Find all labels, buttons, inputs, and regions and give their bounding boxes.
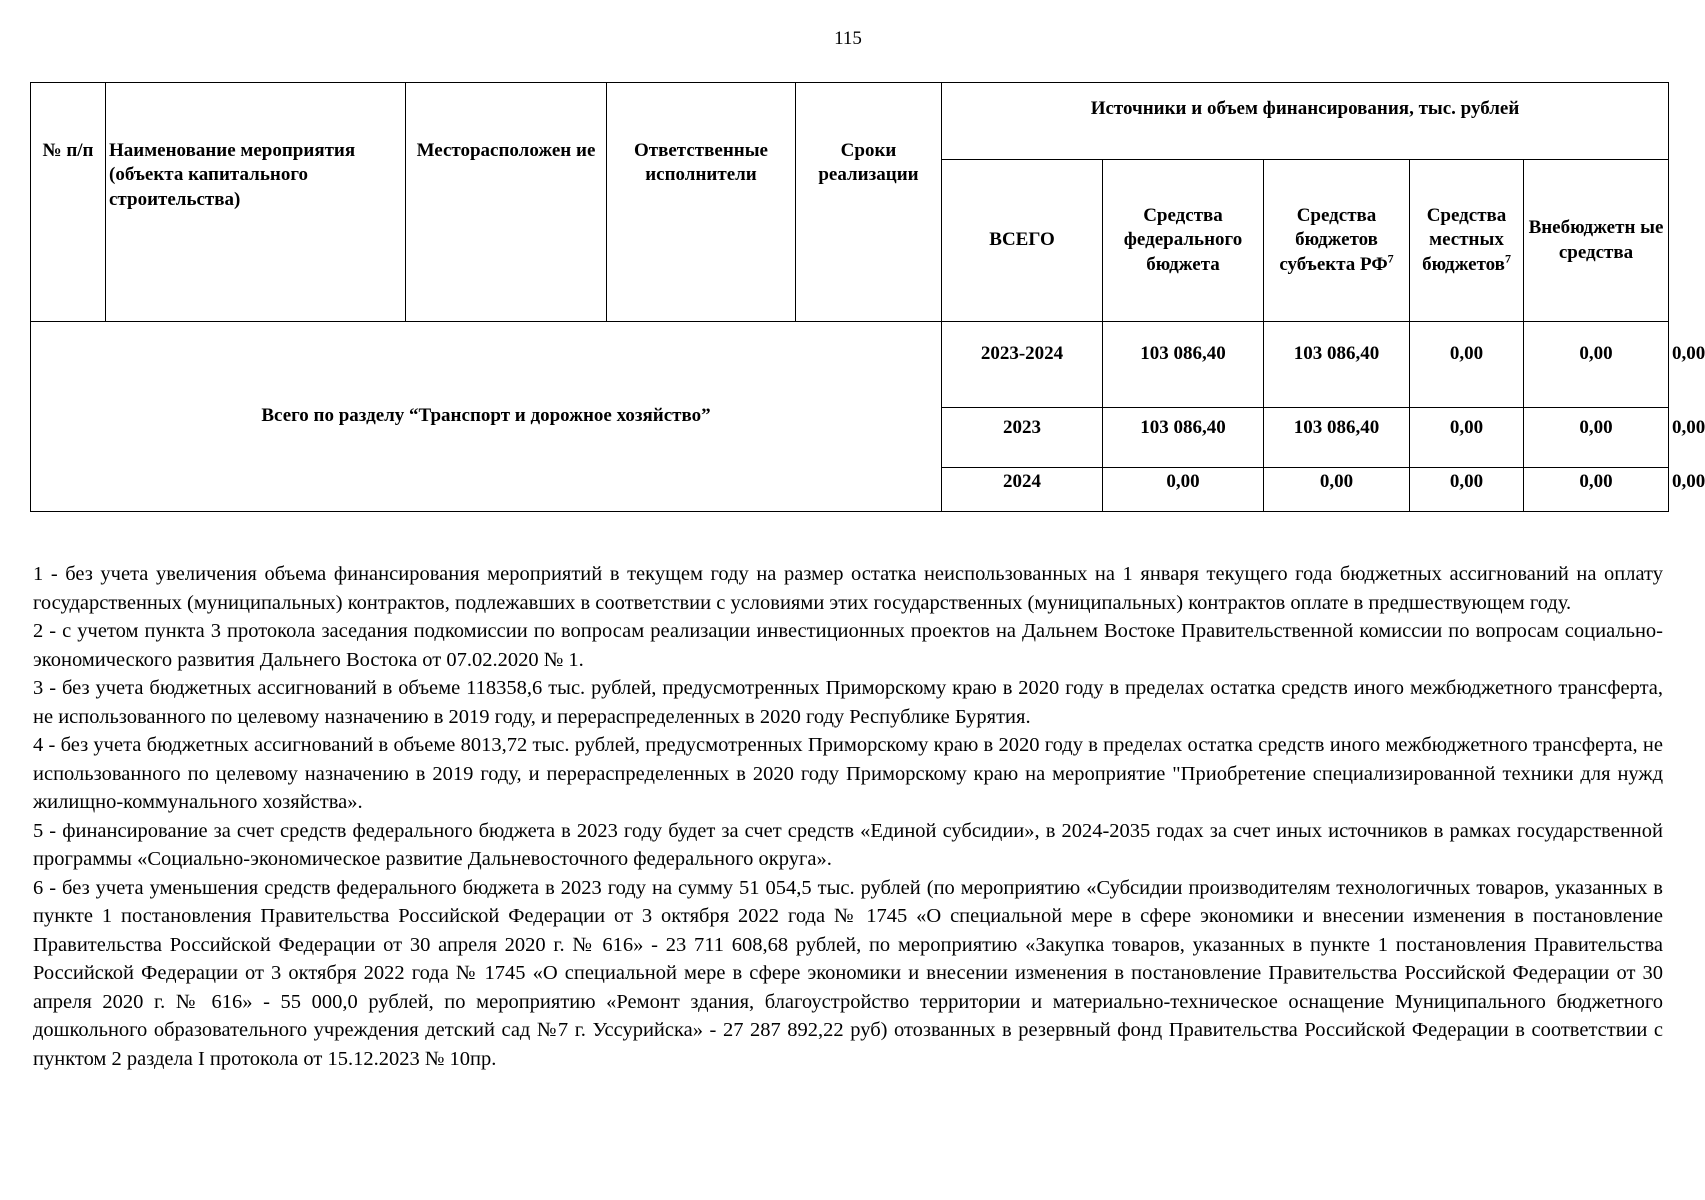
footnote-4: 4 - без учета бюджетных ассигнований в объеме 8013,72 тыс. рублей, предусмотренных Приморскому краю в 2020 году в пределах остатка средств иного межбюджетного трансферта, не использованного по целевому назначению в 2019 году, и перераспределенных в 2020 году Приморскому краю на мероприятие "Приобретение специализированной техники для нужд жилищно-коммунального хозяйства». [33, 734, 1663, 813]
local-cell: 0,00 [1524, 468, 1669, 512]
federal-cell: 0,00 [1264, 468, 1410, 512]
footnotes [33, 560, 1663, 1073]
col-header-total: ВСЕГО [942, 160, 1103, 322]
col-header-local-label: Средства местных бюджетов [1422, 205, 1507, 275]
subject-cell: 0,00 [1410, 468, 1524, 512]
table-row: 2024 0,00 0,00 0,00 0,00 0,00 [31, 468, 1669, 512]
col-header-sources: Источники и объем финансирования, тыс. рублей [942, 83, 1669, 160]
col-header-subject-label: Средства бюджетов субъекта РФ [1279, 205, 1388, 275]
total-cell: 0,00 [1103, 468, 1264, 512]
col-header-extra: Внебюджетн ые средства [1524, 160, 1669, 322]
period-cell: 2023-2024 [942, 322, 1103, 408]
col-header-terms: Сроки реализации [796, 83, 942, 322]
col-header-subject [1264, 160, 1410, 322]
financing-table [30, 82, 1705, 512]
subject-cell: 0,00 [1410, 408, 1524, 468]
table-row: Всего по разделу “Транспорт и дорожное хозяйство” 2023-2024 103 086,40 103 086,40 0,00 0,00 0,00 [31, 322, 1669, 408]
footnote-3: 3 - без учета бюджетных ассигнований в объеме 118358,6 тыс. рублей, предусмотренных Приморскому краю в 2020 году в пределах остатка средств иного межбюджетного трансферта, не использованного по целевому назначению в 2019 году, и перераспределенных в 2020 году Республике Бурятия. [33, 677, 1663, 728]
footnote-2: 2 - с учетом пункта 3 протокола заседания подкомиссии по вопросам реализации инвестиционных проектов на Дальнем Востоке Правительственной комиссии по вопросам социально-экономического развития Дальнего Востока от 07.02.2020 № 1. [33, 620, 1663, 671]
footnote-mark: 7 [1387, 251, 1394, 266]
page-number: 115 [834, 28, 862, 49]
footnote-mark: 7 [1504, 251, 1511, 266]
total-cell: 103 086,40 [1103, 322, 1264, 408]
footnote-1: 1 - без учета увеличения объема финансирования мероприятий в текущем году на размер остатка неиспользованных на 1 января текущего года бюджетных ассигнований на оплату государственных (муниципальных) контрактов, подлежавших в соответствии с условиями этих государственных (муниципальных) контрактов оплате в предшествующем году. [33, 563, 1663, 614]
col-header-location: Месторасположен ие [406, 83, 607, 322]
period-cell: 2023 [942, 408, 1103, 468]
col-header-responsible: Ответственные исполнители [607, 83, 796, 322]
col-header-number: № п/п [31, 83, 106, 322]
period-cell: 2024 [942, 468, 1103, 512]
section-total-label: Всего по разделу “Транспорт и дорожное хозяйство” [31, 322, 942, 512]
col-header-federal: Средства федерального бюджета [1103, 160, 1264, 322]
col-header-local [1410, 160, 1524, 322]
footnote-5: 5 - финансирование за счет средств федерального бюджета в 2023 году будет за счет средств «Единой субсидии», в 2024-2035 годах за счет иных источников в рамках государственной программы «Социально-экономическое развитие Дальневосточного федерального округа». [33, 819, 1663, 870]
local-cell: 0,00 [1524, 408, 1669, 468]
federal-cell: 103 086,40 [1264, 408, 1410, 468]
federal-cell: 103 086,40 [1264, 322, 1410, 408]
col-header-name: Наименование мероприятия (объекта капитального строительства) [106, 83, 406, 322]
table-row: 2023 103 086,40 103 086,40 0,00 0,00 0,00 [31, 408, 1669, 468]
local-cell: 0,00 [1524, 322, 1669, 408]
subject-cell: 0,00 [1410, 322, 1524, 408]
footnote-6: 6 - без учета уменьшения средств федерального бюджета в 2023 году на сумму 51 054,5 тыс. рублей (по мероприятию «Субсидии производителям технологичных товаров, указанных в пункте 1 постановления Правительства Российской Федерации от 3 октября 2022 года № 1745 «О специальной мере в сфере экономики и внесении изменения в постановление Правительства Российской Федерации от 30 апреля 2020 г. № 616» - 23 711 608,68 рублей, по мероприятию «Закупка товаров, указанных в пункте 1 постановления Правительства Российской Федерации от 3 октября 2022 года № 1745 «О специальной мере в сфере экономики и внесении изменения в постановление Правительства Российской Федерации от 30 апреля 2020 г. № 616» - 55 000,0 рублей, по мероприятию «Ремонт здания, благоустройство территории и материально-техническое оснащение Муниципального бюджетного дошкольного образовательного учреждения детский сад №7 г. Уссурийска» - 27 287 892,22 руб) отозванных в резервный фонд Правительства Российской Федерации в соответствии с пунктом 2 раздела I протокола от 15.12.2023 № 10пр. [33, 876, 1663, 1070]
total-cell: 103 086,40 [1103, 408, 1264, 468]
